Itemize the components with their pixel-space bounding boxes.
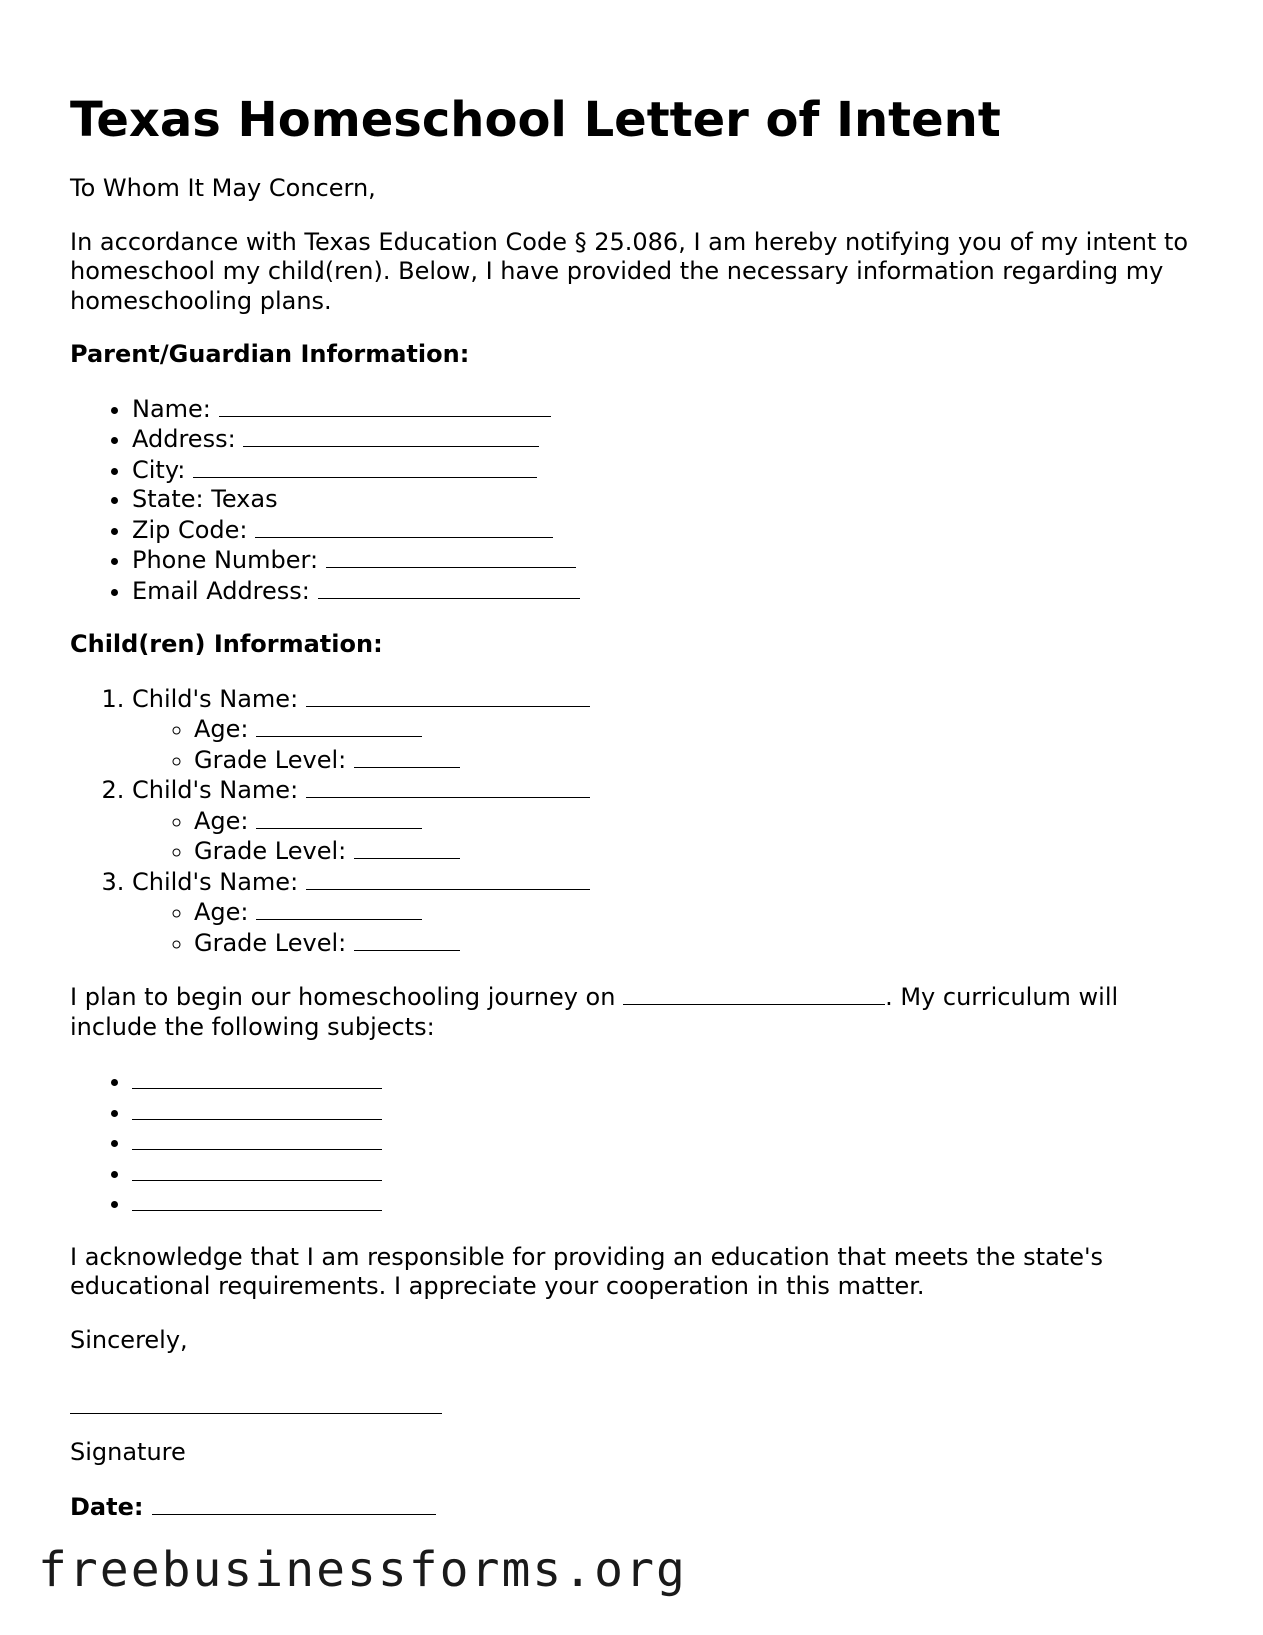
child-age-label: Age: [194, 806, 257, 835]
child-age-item-2 [194, 806, 1200, 837]
child-grade-blank-2[interactable] [354, 836, 460, 859]
subject-item [132, 1097, 1200, 1128]
child-details-2 [132, 806, 1200, 867]
acknowledgement-paragraph: I acknowledge that I am responsible for providing an education that meets the state's educational requirements. I appreciate your cooperation in this matter. [70, 1242, 1104, 1300]
child-name-blank-3[interactable] [306, 867, 590, 890]
signature-blank[interactable] [70, 1389, 442, 1414]
child-details-3 [132, 897, 1200, 958]
parent-address-item [132, 424, 1200, 455]
child-grade-blank-1[interactable] [354, 745, 460, 768]
parent-phone-label: Phone Number: [132, 546, 326, 574]
child-name-blank-1[interactable] [306, 684, 590, 707]
child-grade-item-3 [194, 928, 1200, 959]
subject-blank-1[interactable] [132, 1066, 382, 1089]
document-title: Texas Homeschool Letter of Intent [70, 92, 1001, 148]
child-age-item-3 [194, 897, 1200, 928]
watermark-text: freebusinessforms.org [38, 1542, 687, 1598]
intro-paragraph: In accordance with Texas Education Code § 25.086, I am hereby notifying you of my intent to homeschool my child(ren). Below, I have provided the necessary information regarding my homeschooling plans. [70, 227, 1189, 315]
child-age-blank-3[interactable] [256, 897, 422, 920]
child-name-label: Child's Name: [132, 684, 306, 713]
parent-state-item [132, 485, 1200, 515]
parent-phone-item [132, 545, 1200, 576]
child-grade-item-2 [194, 836, 1200, 867]
subject-blank-4[interactable] [132, 1158, 382, 1181]
subject-blank-5[interactable] [132, 1188, 382, 1211]
parent-address-blank[interactable] [243, 424, 539, 447]
parent-city-label: City: [132, 455, 194, 484]
plan-text-after: . My curriculum will include the following subjects: [70, 983, 1119, 1041]
child-entry-2 [132, 775, 1200, 867]
child-age-item-1 [194, 714, 1200, 745]
parent-email-label: Email Address: [132, 576, 318, 605]
child-details-1 [132, 714, 1200, 775]
date-line [70, 1492, 1200, 1523]
parent-name-item [132, 394, 1200, 425]
subject-item [132, 1066, 1200, 1097]
salutation: To Whom It May Concern, [70, 174, 376, 202]
children-info-list [70, 684, 1200, 959]
plan-paragraph [70, 982, 1200, 1042]
child-grade-item-1 [194, 745, 1200, 776]
child-grade-label: Grade Level: [194, 837, 354, 865]
child-age-label: Age: [194, 715, 257, 743]
letter-page [70, 86, 1200, 1522]
subjects-list [70, 1066, 1200, 1219]
date-label: Date: [70, 1492, 152, 1521]
subject-blank-2[interactable] [132, 1097, 382, 1120]
child-entry-3 [132, 867, 1200, 959]
closing-text: Sincerely, [70, 1325, 188, 1354]
parent-zip-blank[interactable] [255, 515, 553, 538]
parent-phone-blank[interactable] [326, 545, 576, 568]
child-age-blank-1[interactable] [256, 714, 422, 737]
subject-blank-3[interactable] [132, 1127, 382, 1150]
child-age-blank-2[interactable] [256, 806, 422, 829]
parent-name-label: Name: [132, 394, 219, 423]
signature-label: Signature [70, 1438, 186, 1466]
child-name-blank-2[interactable] [306, 775, 590, 798]
subject-item [132, 1127, 1200, 1158]
parent-name-blank[interactable] [219, 394, 551, 417]
start-date-blank[interactable] [623, 982, 885, 1005]
plan-text-before: I plan to begin our homeschooling journey on [70, 983, 624, 1011]
parent-zip-label: Zip Code: [132, 515, 256, 544]
parent-section-heading: Parent/Guardian Information: [70, 340, 470, 368]
child-name-label: Child's Name: [132, 867, 306, 896]
child-name-label: Child's Name: [132, 776, 306, 804]
parent-zip-item [132, 515, 1200, 546]
child-grade-blank-3[interactable] [354, 928, 460, 951]
child-entry-1 [132, 684, 1200, 776]
parent-state-label: State: Texas [132, 485, 278, 513]
parent-address-label: Address: [132, 425, 244, 453]
children-section-heading: Child(ren) Information: [70, 630, 383, 658]
parent-email-blank[interactable] [318, 576, 580, 599]
parent-info-list [70, 394, 1200, 607]
child-grade-label: Grade Level: [194, 745, 354, 774]
parent-email-item [132, 576, 1200, 607]
parent-city-item [132, 455, 1200, 486]
subject-item [132, 1188, 1200, 1219]
child-age-label: Age: [194, 898, 257, 926]
date-blank[interactable] [152, 1492, 436, 1515]
child-grade-label: Grade Level: [194, 928, 354, 957]
parent-city-blank[interactable] [193, 455, 537, 478]
subject-item [132, 1158, 1200, 1189]
